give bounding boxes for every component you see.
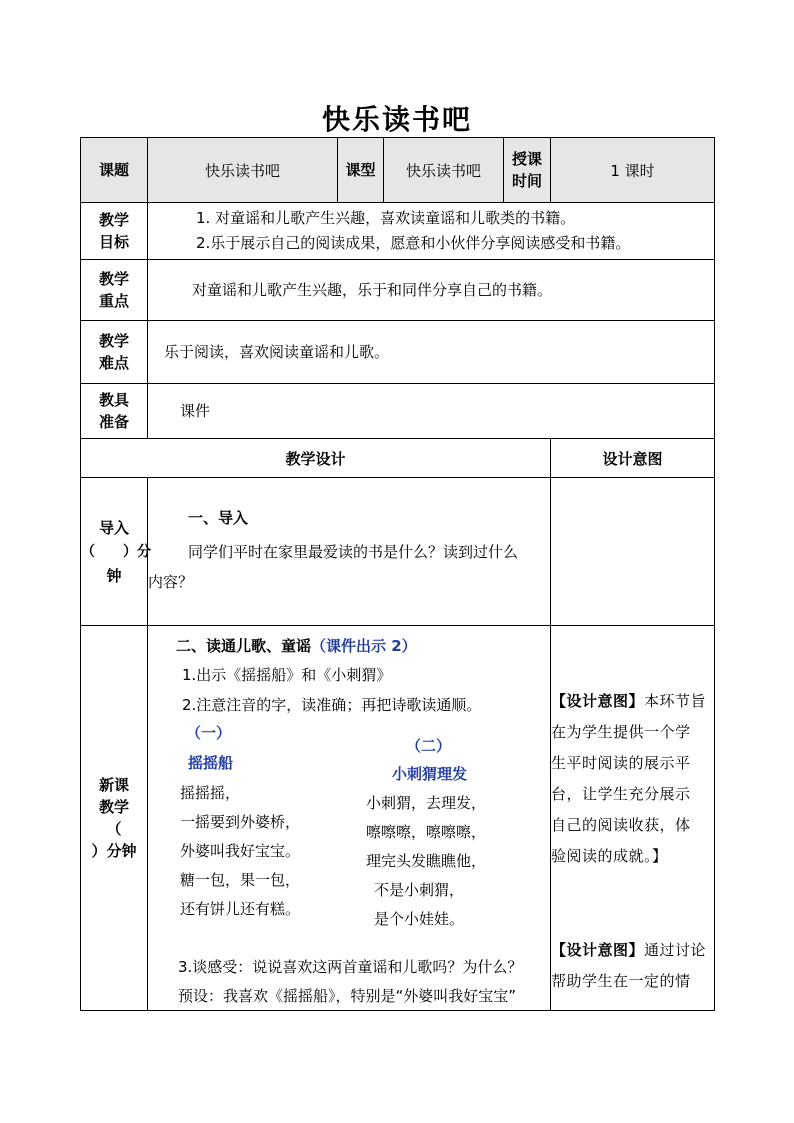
key-points-content: 对童谣和儿歌产生兴趣，乐于和同伴分享自己的书籍。	[148, 260, 715, 321]
poem1-line: 还有饼儿还有糕。	[180, 900, 301, 918]
design-header-row	[81, 439, 715, 478]
teaching-design-heading: 教学设计	[81, 439, 551, 478]
course-value: 快乐读书吧	[148, 138, 338, 203]
new-lesson-content	[148, 626, 551, 1011]
materials-row	[81, 384, 715, 439]
lesson-plan-table	[80, 137, 715, 1011]
key-points-row	[81, 260, 715, 321]
new-lesson-row	[81, 626, 715, 1011]
new-lesson-intent	[551, 626, 715, 1011]
time-value: 1 课时	[551, 138, 715, 203]
intro-label: 导入 （ ）分 钟	[81, 478, 148, 626]
step-2: 2.注意注音的字，读准确；再把诗歌读通顺。	[182, 696, 482, 714]
poem1-number: （一）	[186, 724, 232, 742]
poem1-title: 摇摇船	[188, 754, 234, 772]
poem2-line: 小刺猬，去理发，	[366, 794, 487, 812]
poem1-line: 糖一包，果一包，	[180, 871, 301, 889]
poem2-line: 是个小娃娃。	[374, 910, 465, 928]
intro-content: 一、导入 同学们平时在家里最爱读的书是什么？读到过什么 内容？	[148, 478, 551, 626]
poem2-line: 理完头发瞧瞧他，	[366, 852, 487, 870]
difficulties-row	[81, 321, 715, 384]
poem1-line: 外婆叫我好宝宝。	[180, 842, 301, 860]
key-points-label: 教学 重点	[81, 260, 148, 321]
poem2-line: 不是小刺猬，	[374, 881, 465, 899]
design-intent-1: 【设计意图】本环节旨 在为学生提供一个学 生平时阅读的展示平 台，让学生充分展示 自己的阅读收获，体 验阅读的成就。】	[551, 692, 707, 865]
new-lesson-heading: 二、读通儿歌、童谣（课件出示 2）	[176, 637, 417, 655]
preset-answer: 预设：我喜欢《摇摇船》，特别是“外婆叫我好宝宝”	[178, 987, 517, 1005]
goal-item: 2.乐于展示自己的阅读成果，愿意和小伙伴分享阅读感受和书籍。	[196, 234, 631, 252]
course-label: 课题	[81, 138, 148, 203]
materials-label: 教具 准备	[81, 384, 148, 439]
design-intent-2: 【设计意图】通过讨论 帮助学生在一定的情	[551, 941, 707, 990]
goals-label: 教学 目标	[81, 203, 148, 260]
step-3: 3.谈感受：说说喜欢这两首童谣和儿歌吗？为什么？	[178, 958, 523, 976]
poem1-line: 摇摇摇，	[180, 784, 241, 802]
header-row	[81, 138, 715, 203]
intro-row	[81, 478, 715, 626]
poem2-title: 小刺猬理发	[392, 765, 468, 783]
step-1: 1.出示《摇摇船》和《小刺猬》	[182, 666, 392, 684]
design-intent-heading: 设计意图	[551, 439, 715, 478]
goal-item: 1. 对童谣和儿歌产生兴趣，喜欢读童谣和儿歌类的书籍。	[196, 209, 576, 227]
courseware-note: （课件出示 2）	[311, 637, 417, 655]
type-value: 快乐读书吧	[384, 138, 504, 203]
new-lesson-label: 新课 教学 （ ）分钟	[81, 626, 148, 1011]
goals-content	[148, 203, 715, 260]
type-label: 课型	[338, 138, 384, 203]
intro-heading: 一、导入	[188, 509, 249, 527]
poem1-line: 一摇要到外婆桥，	[180, 813, 301, 831]
time-label: 授课 时间	[504, 138, 551, 203]
intro-intent	[551, 478, 715, 626]
goals-row	[81, 203, 715, 260]
poems-area	[148, 720, 550, 946]
page-title: 快乐读书吧	[321, 103, 472, 136]
materials-content: 课件	[148, 384, 715, 439]
difficulties-content: 乐于阅读，喜欢阅读童谣和儿歌。	[148, 321, 715, 384]
poem2-line: 嚓嚓嚓，嚓嚓嚓，	[366, 823, 487, 841]
difficulties-label: 教学 难点	[81, 321, 148, 384]
poem2-number: （二）	[406, 737, 452, 755]
